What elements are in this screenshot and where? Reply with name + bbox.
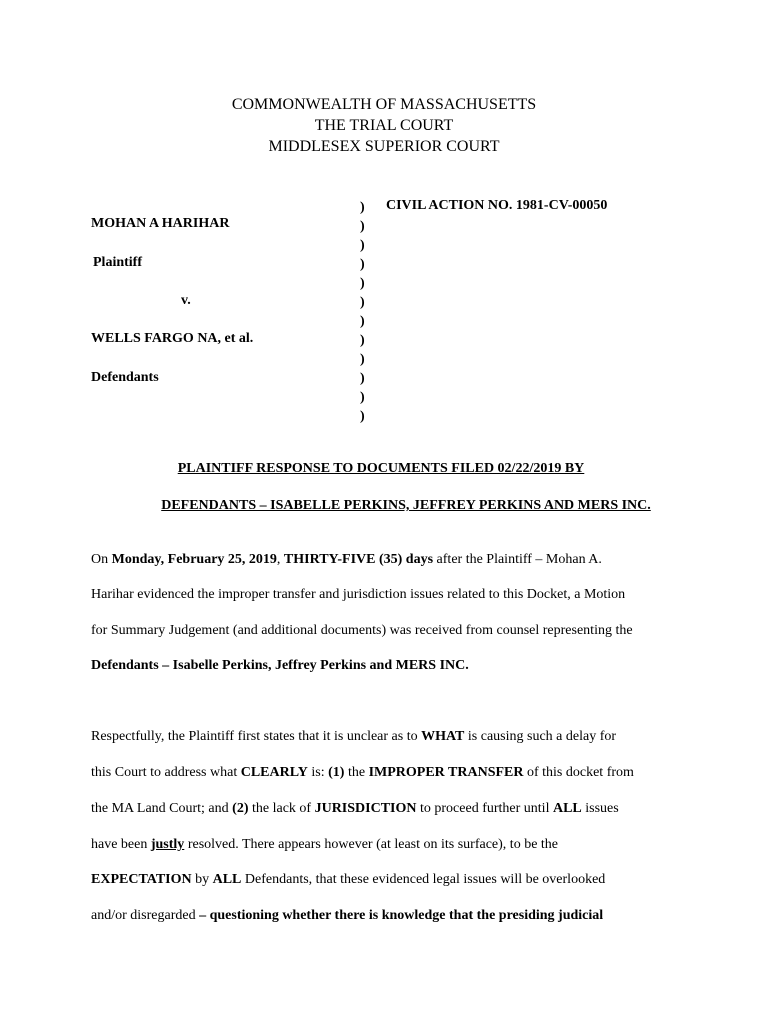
text-run: is causing such a delay for <box>464 729 617 744</box>
caption-paren: ) <box>360 390 365 405</box>
caption-paren: ) <box>360 371 365 386</box>
plaintiff-name: MOHAN A HARIHAR <box>91 216 230 231</box>
text-run: is: <box>307 765 329 780</box>
text-run: have been <box>91 837 151 852</box>
caption-paren: ) <box>360 276 365 291</box>
text-run: the <box>344 765 369 780</box>
text-run: Respectfully, the Plaintiff first states that it is unclear as to <box>91 729 422 744</box>
court-header-line-1: COMMONWEALTH OF MASSACHUSETTS <box>231 96 537 113</box>
text-run-bold: Monday, February 25, 2019 <box>111 552 277 567</box>
versus-label: v. <box>181 293 191 308</box>
paragraph-2-line-4 <box>91 837 558 853</box>
caption-paren: ) <box>360 314 365 329</box>
paragraph-1-line-1 <box>91 552 602 568</box>
text-run-bold: IMPROPER TRANSFER <box>368 765 524 780</box>
text-run: to proceed further until <box>416 801 553 816</box>
paragraph-1-line-2: Harihar evidenced the improper transfer and jurisdiction issues related to this Docket, a Motion <box>91 587 626 602</box>
caption-paren: ) <box>360 352 365 367</box>
caption-paren-column <box>360 198 365 426</box>
paragraph-2-line-1 <box>91 729 616 745</box>
text-run-bold: EXPECTATION <box>91 872 192 887</box>
caption-paren: ) <box>360 295 365 310</box>
text-run-bold: (1) <box>328 765 345 780</box>
text-run-bold: (2) <box>232 801 249 816</box>
paragraph-2-line-2 <box>91 765 634 781</box>
text-run-bold: JURISDICTION <box>314 801 417 816</box>
defendant-label: Defendants <box>91 370 159 385</box>
document-title-line-1: PLAINTIFF RESPONSE TO DOCUMENTS FILED 02/22/2019 BY <box>177 461 585 476</box>
text-run-bold: THIRTY-FIVE (35) days <box>283 552 434 567</box>
text-run: after the Plaintiff – Mohan A. <box>433 552 602 567</box>
caption-paren: ) <box>360 219 365 234</box>
plaintiff-label: Plaintiff <box>93 255 142 270</box>
text-run: issues <box>581 801 619 816</box>
text-run: , <box>276 552 284 567</box>
document-title-line-2: DEFENDANTS – ISABELLE PERKINS, JEFFREY PERKINS AND MERS INC. <box>161 498 651 513</box>
caption-paren: ) <box>360 333 365 348</box>
text-run-bold: ALL <box>212 872 242 887</box>
caption-paren: ) <box>360 257 365 272</box>
text-run: the MA Land Court; and <box>91 801 233 816</box>
text-run: and/or disregarded <box>91 908 200 923</box>
text-run: this Court to address what <box>91 765 241 780</box>
civil-action-number: CIVIL ACTION NO. 1981-CV-00050 <box>386 198 608 213</box>
text-run: Defendants, that these evidenced legal issues will be overlooked <box>241 872 606 887</box>
paragraph-1-line-4: Defendants – Isabelle Perkins, Jeffrey Perkins and MERS INC. <box>91 658 469 673</box>
paragraph-2-line-3 <box>91 801 619 817</box>
text-run-bold: – questioning whether there is knowledge that the presiding judicial <box>199 908 604 923</box>
paragraph-2-line-5 <box>91 872 605 888</box>
text-run: of this docket from <box>523 765 634 780</box>
defendant-name: WELLS FARGO NA, et al. <box>91 331 254 346</box>
caption-paren: ) <box>360 409 365 424</box>
text-run: resolved. There appears however (at least on its surface), to be the <box>184 837 559 852</box>
court-header-line-2: THE TRIAL COURT <box>314 117 454 134</box>
text-run-bold: WHAT <box>421 729 465 744</box>
text-run-bold-underline: justly <box>150 837 185 852</box>
paragraph-1-line-3: for Summary Judgement (and additional documents) was received from counsel representing the <box>91 623 633 638</box>
court-header-line-3: MIDDLESEX SUPERIOR COURT <box>268 138 500 155</box>
text-run: by <box>191 872 213 887</box>
caption-paren: ) <box>360 238 365 253</box>
text-run: the lack of <box>248 801 315 816</box>
text-run-bold: ALL <box>552 801 582 816</box>
court-header <box>0 94 768 157</box>
paragraph-2-line-6 <box>91 908 603 924</box>
text-run: On <box>91 552 112 567</box>
text-run-bold: CLEARLY <box>240 765 308 780</box>
caption-paren: ) <box>360 200 365 215</box>
